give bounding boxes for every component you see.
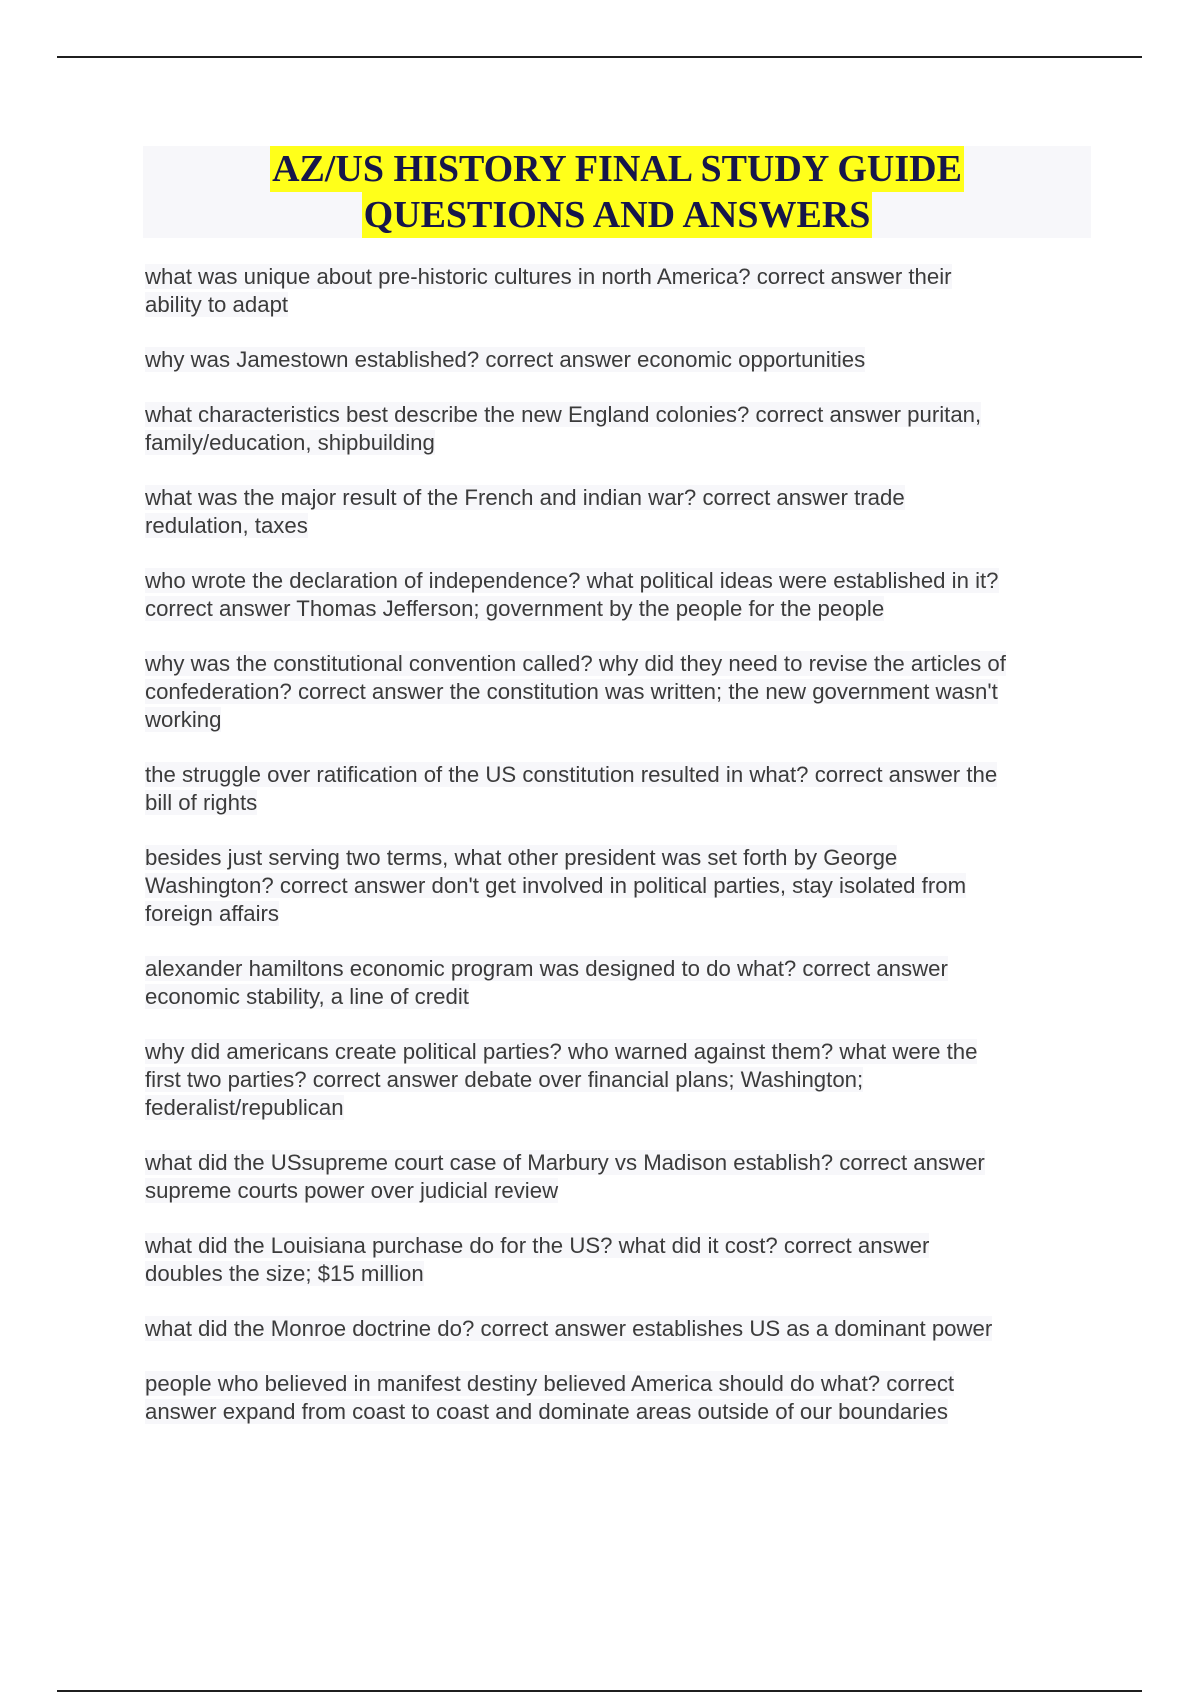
bottom-rule xyxy=(57,1690,1142,1692)
qa-entry xyxy=(145,1232,1095,1288)
qa-list xyxy=(145,263,1095,1453)
qa-entry-text: besides just serving two terms, what other president was set forth by George Washington? correct answer don't get involved in political parties, stay isolated from foreign affairs xyxy=(145,845,967,926)
qa-entry xyxy=(145,401,1095,457)
qa-entry-text: who wrote the declaration of independence? what political ideas were established in it? correct answer Thomas Jefferson; government by the people for the people xyxy=(145,568,999,621)
qa-entry xyxy=(145,761,1095,817)
qa-entry xyxy=(145,1315,1095,1343)
top-rule xyxy=(57,56,1142,58)
qa-entry-text: what was unique about pre-historic cultures in north America? correct answer their ability to adapt xyxy=(145,264,952,317)
qa-entry xyxy=(145,1370,1095,1426)
qa-entry xyxy=(145,567,1095,623)
qa-entry-text: what did the Monroe doctrine do? correct answer establishes US as a dominant power xyxy=(145,1316,993,1341)
qa-entry-text: why did americans create political parties? who warned against them? what were the first two parties? correct answer debate over financial plans; Washington; federalist/republican xyxy=(145,1039,978,1120)
qa-entry-text: alexander hamiltons economic program was designed to do what? correct answer economic stability, a line of credit xyxy=(145,956,948,1009)
qa-entry xyxy=(145,1038,1095,1122)
qa-entry-text: the struggle over ratification of the US constitution resulted in what? correct answer the bill of rights xyxy=(145,762,998,815)
title-line-2: QUESTIONS AND ANSWERS xyxy=(363,194,871,236)
qa-entry-text: what was the major result of the French and indian war? correct answer trade redulation, taxes xyxy=(145,485,905,538)
qa-entry-text: why was the constitutional convention called? why did they need to revise the articles of confederation? correct answer the constitution was written; the new government wasn't working xyxy=(145,651,1006,732)
title-line-1: AZ/US HISTORY FINAL STUDY GUIDE xyxy=(272,148,962,190)
qa-entry-text: what did the Louisiana purchase do for the US? what did it cost? correct answer doubles the size; $15 million xyxy=(145,1233,930,1286)
qa-entry-text: people who believed in manifest destiny believed America should do what? correct answer expand from coast to coast and dominate areas outside of our boundaries xyxy=(145,1371,955,1424)
qa-entry xyxy=(145,1149,1095,1205)
qa-entry-text: why was Jamestown established? correct answer economic opportunities xyxy=(145,347,866,372)
document-title xyxy=(143,146,1091,238)
qa-entry-text: what did the USsupreme court case of Marbury vs Madison establish? correct answer supreme courts power over judicial review xyxy=(145,1150,985,1203)
qa-entry xyxy=(145,346,1095,374)
qa-entry xyxy=(145,484,1095,540)
qa-entry xyxy=(145,955,1095,1011)
qa-entry xyxy=(145,263,1095,319)
qa-entry-text: what characteristics best describe the new England colonies? correct answer puritan, family/education, shipbuilding xyxy=(145,402,982,455)
qa-entry xyxy=(145,650,1095,734)
qa-entry xyxy=(145,844,1095,928)
